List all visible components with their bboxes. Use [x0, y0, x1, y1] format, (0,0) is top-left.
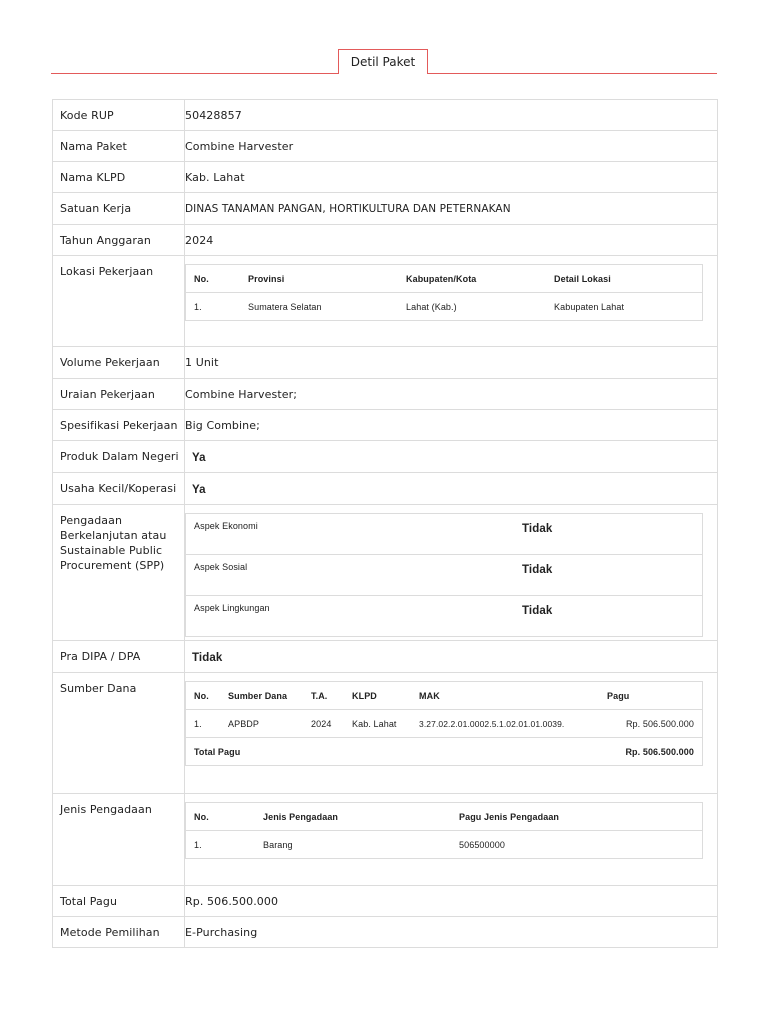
value-spesifikasi-pekerjaan: Big Combine; — [185, 419, 260, 432]
spp-aspek-lingkungan-value: Tidak — [514, 596, 702, 637]
lokasi-header-row — [186, 265, 702, 293]
label-spp: Pengadaan Berkelanjutan atau Sustainable Public Procurement (SPP) — [60, 514, 167, 572]
sumber-dana-cell-mak: 3.27.02.2.01.0002.5.1.02.01.01.0039. — [411, 710, 587, 738]
row-produk-dalam-negeri — [53, 441, 718, 473]
value-volume-pekerjaan: 1 Unit — [185, 356, 219, 369]
row-satuan-kerja — [53, 193, 718, 225]
sumber-dana-cell-sumber: APBDP — [220, 710, 303, 738]
label-produk-dalam-negeri: Produk Dalam Negeri — [60, 450, 179, 463]
lokasi-header-no: No. — [194, 273, 209, 284]
label-kode-rup: Kode RUP — [60, 109, 114, 122]
row-volume-pekerjaan — [53, 347, 718, 379]
jenis-header-pagu: Pagu Jenis Pengadaan — [459, 811, 560, 822]
jenis-cell-jenis: Barang — [255, 831, 451, 859]
label-spesifikasi-pekerjaan: Spesifikasi Pekerjaan — [60, 419, 178, 432]
label-metode-pemilihan: Metode Pemilihan — [60, 926, 160, 939]
lokasi-cell-provinsi: Sumatera Selatan — [240, 293, 398, 321]
sumber-dana-total-row — [186, 738, 702, 766]
lokasi-header-detail: Detail Lokasi — [554, 273, 611, 284]
row-total-pagu — [53, 886, 718, 917]
lokasi-table — [186, 265, 702, 320]
row-spp — [53, 505, 718, 641]
table-row — [186, 831, 702, 859]
label-total-pagu: Total Pagu — [60, 895, 118, 908]
spp-table — [186, 514, 702, 636]
lokasi-cell-no: 1. — [186, 293, 240, 321]
lokasi-header-provinsi: Provinsi — [248, 273, 285, 284]
value-produk-dalam-negeri: Ya — [192, 452, 206, 464]
label-uraian-pekerjaan: Uraian Pekerjaan — [60, 388, 155, 401]
label-pra-dipa: Pra DIPA / DPA — [60, 650, 141, 663]
sumber-dana-header-sumber: Sumber Dana — [228, 690, 288, 701]
sumber-dana-header-no: No. — [194, 690, 209, 701]
value-usaha-kecil: Ya — [192, 484, 206, 496]
spp-aspek-sosial-value: Tidak — [514, 555, 702, 596]
row-sumber-dana — [53, 673, 718, 794]
label-sumber-dana: Sumber Dana — [60, 682, 137, 695]
value-tahun-anggaran: 2024 — [185, 234, 214, 247]
sumber-dana-total-value: Rp. 506.500.000 — [587, 738, 702, 766]
sumber-dana-header-ta: T.A. — [311, 690, 328, 701]
row-lokasi-pekerjaan — [53, 256, 718, 347]
spp-aspek-ekonomi-label: Aspek Ekonomi — [194, 521, 258, 531]
label-volume-pekerjaan: Volume Pekerjaan — [60, 356, 160, 369]
jenis-pengadaan-table — [186, 803, 702, 858]
row-kode-rup — [53, 100, 718, 131]
row-nama-paket — [53, 131, 718, 162]
table-row — [186, 514, 702, 555]
table-row — [186, 555, 702, 596]
table-row — [186, 596, 702, 637]
lokasi-header-kabupaten: Kabupaten/Kota — [406, 273, 477, 284]
row-nama-klpd — [53, 162, 718, 193]
value-total-pagu: Rp. 506.500.000 — [185, 895, 279, 908]
sumber-dana-cell-pagu: Rp. 506.500.000 — [587, 710, 702, 738]
label-usaha-kecil: Usaha Kecil/Koperasi — [60, 482, 177, 495]
spp-aspek-sosial-label: Aspek Sosial — [186, 555, 514, 596]
jenis-header-row — [186, 803, 702, 831]
sumber-dana-table — [186, 682, 702, 765]
label-nama-paket: Nama Paket — [60, 140, 127, 153]
value-kode-rup: 50428857 — [185, 109, 242, 122]
lokasi-cell-detail: Kabupaten Lahat — [546, 293, 702, 321]
jenis-cell-pagu: 506500000 — [451, 831, 702, 859]
sumber-dana-cell-ta: 2024 — [303, 710, 344, 738]
label-nama-klpd: Nama KLPD — [60, 171, 126, 184]
row-tahun-anggaran — [53, 225, 718, 256]
table-row — [186, 293, 702, 321]
jenis-cell-no: 1. — [186, 831, 255, 859]
value-nama-paket: Combine Harvester — [185, 140, 294, 153]
row-usaha-kecil — [53, 473, 718, 505]
sumber-dana-header-pagu: Pagu — [607, 690, 630, 701]
table-row — [186, 710, 702, 738]
spp-aspek-lingkungan-label: Aspek Lingkungan — [186, 596, 514, 637]
sumber-dana-header-mak: MAK — [419, 690, 440, 701]
label-satuan-kerja: Satuan Kerja — [60, 202, 132, 215]
jenis-header-no: No. — [194, 811, 209, 822]
value-metode-pemilihan: E-Purchasing — [185, 926, 258, 939]
sumber-dana-cell-no: 1. — [186, 710, 220, 738]
row-jenis-pengadaan — [53, 794, 718, 886]
value-satuan-kerja: DINAS TANAMAN PANGAN, HORTIKULTURA DAN PETERNAKAN — [185, 203, 511, 215]
spp-aspek-ekonomi-value: Tidak — [522, 523, 553, 535]
value-uraian-pekerjaan: Combine Harvester; — [185, 388, 298, 401]
sumber-dana-cell-klpd: Kab. Lahat — [344, 710, 411, 738]
sumber-dana-header-row — [186, 682, 702, 710]
label-tahun-anggaran: Tahun Anggaran — [60, 234, 151, 247]
lokasi-cell-kabupaten: Lahat (Kab.) — [398, 293, 546, 321]
row-spesifikasi-pekerjaan — [53, 410, 718, 441]
jenis-header-jenis: Jenis Pengadaan — [263, 811, 339, 822]
label-lokasi-pekerjaan: Lokasi Pekerjaan — [60, 265, 154, 278]
row-metode-pemilihan — [53, 917, 718, 948]
value-pra-dipa: Tidak — [192, 652, 223, 664]
sumber-dana-header-klpd: KLPD — [352, 690, 377, 701]
sumber-dana-total-label: Total Pagu — [186, 738, 587, 766]
row-uraian-pekerjaan — [53, 379, 718, 410]
package-detail-table — [52, 99, 718, 948]
label-jenis-pengadaan: Jenis Pengadaan — [60, 803, 152, 816]
row-pra-dipa — [53, 641, 718, 673]
tab-detil-paket[interactable]: Detil Paket — [338, 49, 428, 74]
value-nama-klpd: Kab. Lahat — [185, 171, 245, 184]
